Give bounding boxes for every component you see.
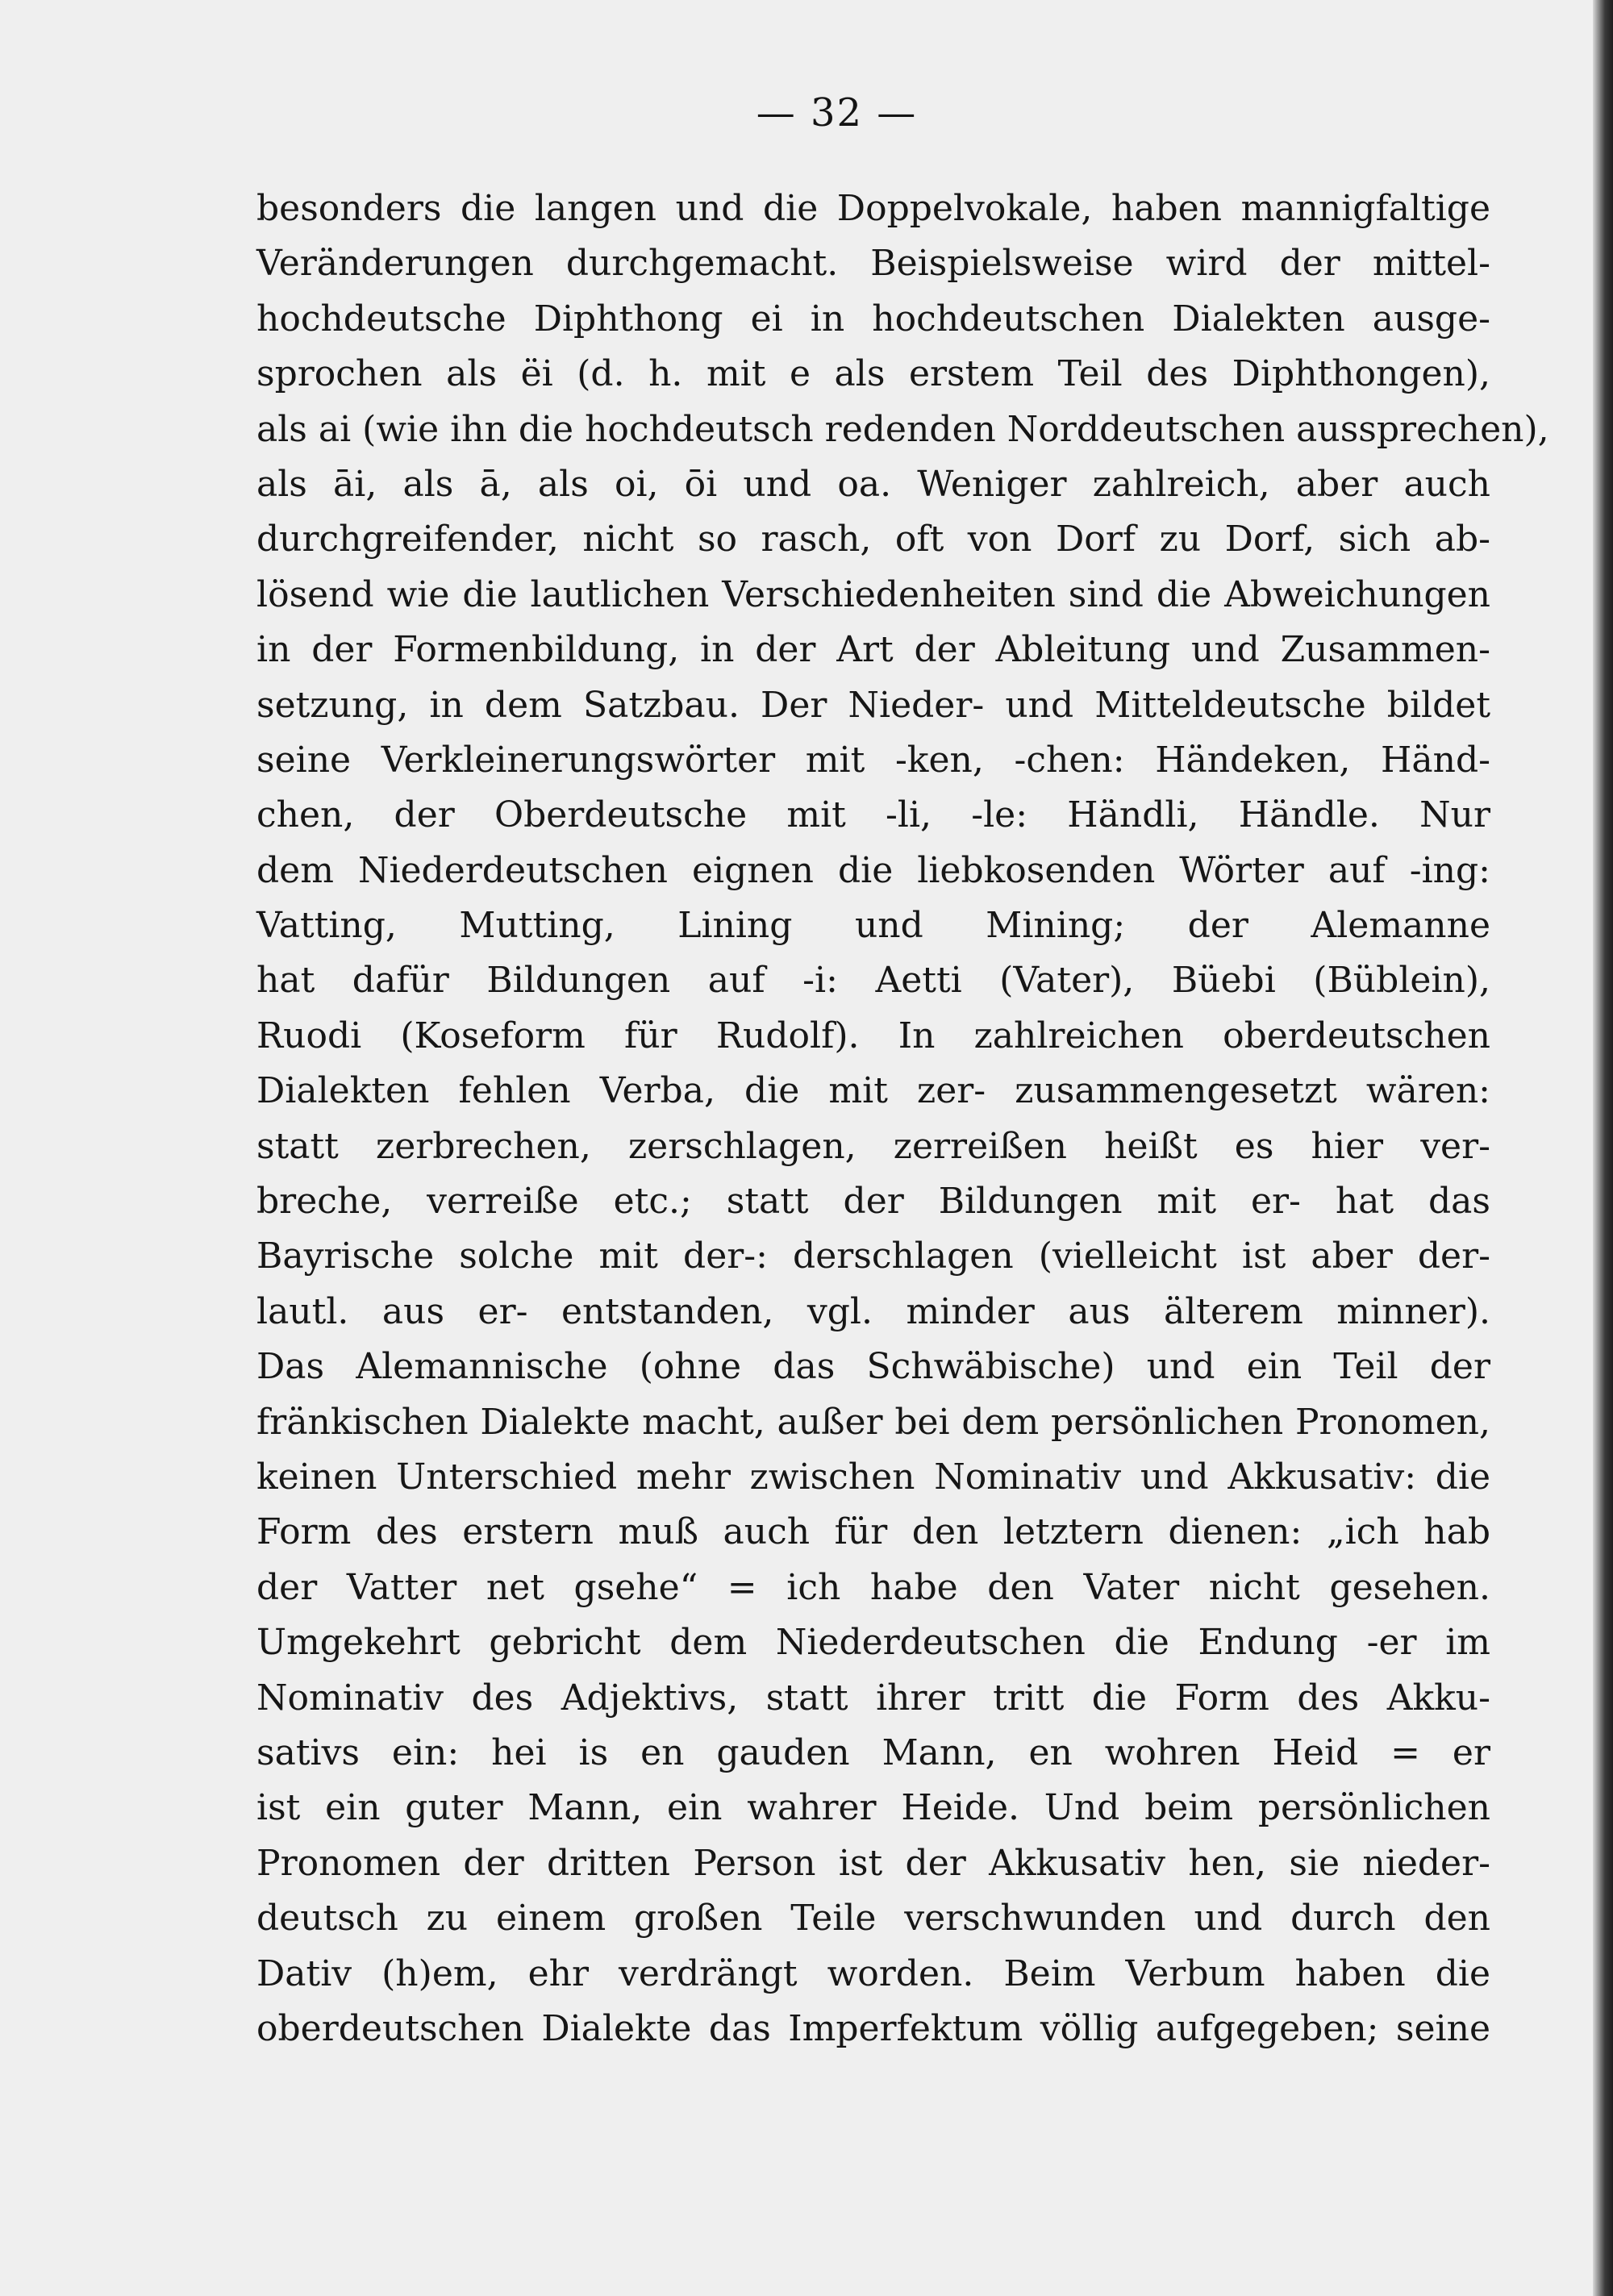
text-line: Veränderungen durchgemacht. Beispielsweise wird der mittel- — [256, 243, 1490, 285]
text-line: Dativ (h)em, ehr verdrängt worden. Beim Verbum haben die — [256, 1952, 1490, 1994]
text-line: dem Niederdeutschen eignen die liebkosenden Wörter auf -ing: — [256, 849, 1490, 891]
text-line: ist ein guter Mann, ein wahrer Heide. Und beim persönlichen — [256, 1787, 1490, 1829]
text-line: oberdeutschen Dialekte das Imperfektum völlig aufgegeben; seine — [256, 2007, 1490, 2049]
text-line: als ai (wie ihn die hochdeutsch redenden Norddeutschen aussprechen), — [256, 408, 1549, 450]
text-line: hochdeutsche Diphthong ei in hochdeutschen Dialekten ausge- — [256, 298, 1490, 340]
text-line: chen, der Oberdeutsche mit -li, -le: Händli, Händle. Nur — [256, 794, 1490, 836]
text-line: Umgekehrt gebricht dem Niederdeutschen die Endung -er im — [256, 1622, 1490, 1664]
text-line: in der Formenbildung, in der Art der Ableitung und Zusammen- — [256, 629, 1490, 671]
page-number: — 32 — — [756, 90, 918, 135]
text-line: setzung, in dem Satzbau. Der Nieder- und Mitteldeutsche bildet — [256, 684, 1490, 726]
text-line: fränkischen Dialekte macht, außer bei dem persönlichen Pronomen, — [256, 1401, 1490, 1443]
text-line: Ruodi (Koseform für Rudolf). In zahlreichen oberdeutschen — [256, 1015, 1490, 1056]
text-line: Vatting, Mutting, Lining und Mining; der Alemanne — [256, 905, 1490, 947]
text-line: lösend wie die lautlichen Verschiedenheiten sind die Abweichungen — [256, 573, 1490, 615]
text-line: durchgreifender, nicht so rasch, oft von Dorf zu Dorf, sich ab- — [256, 519, 1490, 560]
text-line: breche, verreiße etc.; statt der Bildungen mit er- hat das — [256, 1181, 1490, 1223]
text-line: als āi, als ā, als oi, ōi und oa. Weniger zahlreich, aber auch — [256, 463, 1490, 505]
text-line: deutsch zu einem großen Teile verschwunden und durch den — [256, 1898, 1490, 1940]
text-line: statt zerbrechen, zerschlagen, zerreißen heißt es hier ver- — [256, 1125, 1490, 1167]
text-line: besonders die langen und die Doppelvokale, haben mannigfaltige — [256, 188, 1490, 229]
text-line: Form des erstern muß auch für den letztern dienen: „ich hab — [256, 1511, 1490, 1553]
text-line: sativs ein: hei is en gauden Mann, en wohren Heid = er — [256, 1731, 1490, 1773]
body-text — [256, 181, 1549, 2056]
text-line: keinen Unterschied mehr zwischen Nominativ und Akkusativ: die — [256, 1456, 1490, 1498]
text-line: hat dafür Bildungen auf -i: Aetti (Vater), Büebi (Büblein), — [256, 960, 1490, 1002]
text-line: lautl. aus er- entstanden, vgl. minder aus älterem minner). — [256, 1290, 1490, 1332]
text-line: Dialekten fehlen Verba, die mit zer- zusammengesetzt wären: — [256, 1070, 1490, 1112]
text-line: Bayrische solche mit der-: derschlagen (vielleicht ist aber der- — [256, 1236, 1490, 1277]
text-line: Das Alemannische (ohne das Schwäbische) und ein Teil der — [256, 1346, 1490, 1388]
text-line: der Vatter net gsehe“ = ich habe den Vater nicht gesehen. — [256, 1566, 1490, 1608]
text-line: sprochen als ëi (d. h. mit e als erstem Teil des Diphthongen), — [256, 353, 1490, 395]
text-line: Pronomen der dritten Person ist der Akkusativ hen, sie nieder- — [256, 1842, 1490, 1884]
text-line: seine Verkleinerungswörter mit -ken, -chen: Händeken, Händ- — [256, 739, 1490, 781]
page-edge — [1593, 0, 1613, 2296]
text-line: Nominativ des Adjektivs, statt ihrer tritt die Form des Akku- — [256, 1677, 1490, 1719]
